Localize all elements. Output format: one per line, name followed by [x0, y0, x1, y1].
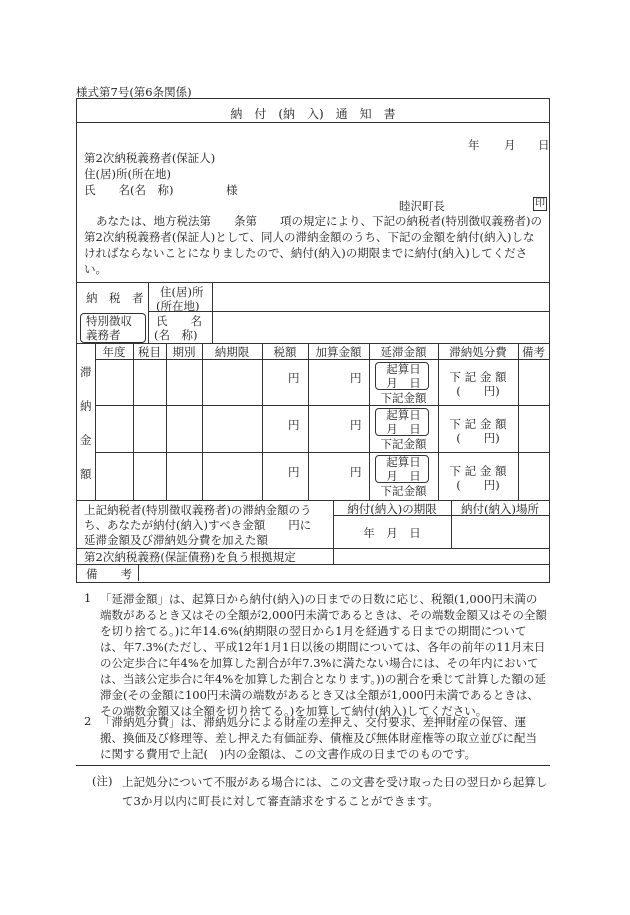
side-label-char: 金 [80, 433, 92, 447]
late-fee-date: 月 日 [386, 469, 421, 483]
col-header-due-date: 納期限 [214, 345, 250, 359]
payment-place-label: 納付(納入)場所 [461, 502, 539, 516]
summary-text-1: 上記納税者(特別徴収義務者)の滞納金額のう [84, 503, 312, 517]
table-cell-yen: 円 [350, 371, 362, 385]
intro-paragraph: あなたは、地方税法第 条第 項の規定により、下記の納税者(特別徴収義務者)の第2次納税義務者(保証人)として、同人の滞納金額のうち、下記の金額を納付(納入)しなければならないことになりましたので、納付(納入)の期限までに納付(納入)してください。 [84, 214, 542, 276]
side-label-char: 納 [80, 399, 92, 413]
table-cell-yen: 円 [350, 418, 362, 432]
disposition-amount-note: 下 記 金 額 [449, 417, 507, 431]
date-year: 年 [468, 138, 480, 152]
taxpayer-label: 納 税 者 [86, 291, 144, 305]
form-title: 納 付 (納 入) 通 知 書 [230, 107, 396, 121]
late-fee-amount-note: 下記金額 [380, 437, 427, 451]
late-fee-amount-note: 下記金額 [380, 391, 427, 405]
side-label-char: 額 [80, 467, 92, 481]
date-day: 日 [538, 138, 550, 152]
late-fee-amount-note: 下記金額 [380, 484, 427, 498]
taxpayer-name-label-1: 氏 名 [156, 314, 202, 328]
title-divider [77, 122, 549, 123]
col-header-disposition-cost: 滞納処分費 [449, 345, 507, 359]
caution-text: 上記処分について不服がある場合には、この文書を受け取った日の翌日から起算して3か月以内に町長に対して審査請求をすることができます。 [122, 775, 548, 808]
col-header-additional: 加算金額 [315, 345, 362, 359]
withholder-label-1: 特別徴収 [86, 314, 132, 328]
table-cell-yen: 円 [288, 371, 300, 385]
disposition-yen: ( 円) [456, 384, 500, 398]
basis-label: 第2次納税義務(保証債務)を負う根拠規定 [84, 550, 296, 564]
late-fee-date: 月 日 [386, 376, 421, 390]
table-cell-yen: 円 [288, 465, 300, 479]
notes-divider [76, 765, 550, 766]
note-disposition-cost: 「滞納処分費」は、滞納処分による財産の差押え、交付要求、差押財産の保管、運搬、換価及び修理等、差し押えた有価証券、債権及び無体財産権等の取立並びに配当に関する費用で上記( )内の金額は、この文書作成の日までのものです。 [100, 715, 537, 761]
disposition-yen: ( 円) [456, 431, 500, 445]
disposition-amount-note: 下 記 金 額 [449, 464, 507, 478]
note-number: 2 [84, 714, 92, 728]
withholder-label-2: 義務者 [86, 328, 121, 342]
addressee-role: 第2次納税義務者(保証人) [84, 151, 216, 165]
disposition-amount-note: 下 記 金 額 [449, 370, 507, 384]
summary-text-2: ち、あなたが納付(納入)すべき金額 円に [84, 518, 312, 532]
issuer-name: 睦沢町長 [399, 199, 445, 213]
deadline-label: 納付(納入)の期限 [347, 502, 437, 516]
late-fee-start-label: 起算日 [386, 362, 421, 376]
addressee-honorific: 様 [226, 183, 238, 197]
note-number: 1 [84, 591, 92, 605]
note-late-fee: 「延滞金額」は、起算日から納付(納入)の日までの日数に応じ、税額(1,000円未満の端数があるとき又はその全額が2,000円未満であるときは、その端数金額又はその全額を切り捨てる。)に年14.6%(納期限の翌日から1月を経過する日までの期間については、年7.3%(ただし、平成12年1月1日以後の期間については、各年の前年の11月末日の公定歩合に年4%を加算した割合が年7.3%に満たない場合には、その年内においては、当該公定歩合に年4%を加算した割合となります。))の割合を乗じて計算した額の延滞金(その金額に100円未満の端数があるとき又は全額が1,000円未満であるときは、その端数金額又は全額を切り捨てる。)を加算して納付(納入)してください。 [100, 592, 547, 718]
taxpayer-address-label-1: 住(居)所 [160, 285, 204, 299]
table-cell-yen: 円 [288, 418, 300, 432]
remarks-label: 備 考 [86, 567, 132, 581]
summary-text-3: 延滞金額及び滞納処分費を加えた額 [84, 533, 268, 547]
table-cell-yen: 円 [350, 465, 362, 479]
col-header-year: 年度 [102, 345, 126, 359]
col-header-period: 期別 [172, 345, 196, 359]
late-fee-start-label: 起算日 [386, 408, 421, 422]
late-fee-date: 月 日 [386, 422, 421, 436]
col-header-tax-amount: 税額 [273, 345, 297, 359]
late-fee-start-label: 起算日 [386, 455, 421, 469]
col-header-late-fee: 延滞金額 [380, 345, 427, 359]
disposition-yen: ( 円) [456, 478, 500, 492]
addressee-name-label: 氏 名(名 称) [84, 183, 174, 197]
col-header-tax-item: 税目 [138, 345, 161, 359]
seal-mark: 印 [535, 198, 545, 209]
taxpayer-name-label-2: (名 称) [154, 328, 198, 342]
side-label-char: 滞 [80, 365, 92, 379]
deadline-date: 年 月 日 [363, 526, 421, 540]
col-header-remarks: 備考 [522, 345, 545, 359]
caution-label: (注) [92, 774, 113, 788]
date-month: 月 [504, 138, 516, 152]
taxpayer-address-label-2: (所在地) [156, 299, 200, 313]
addressee-address-label: 住(居)所(所在地) [84, 167, 171, 181]
form-number: 様式第7号(第6条関係) [76, 85, 192, 99]
